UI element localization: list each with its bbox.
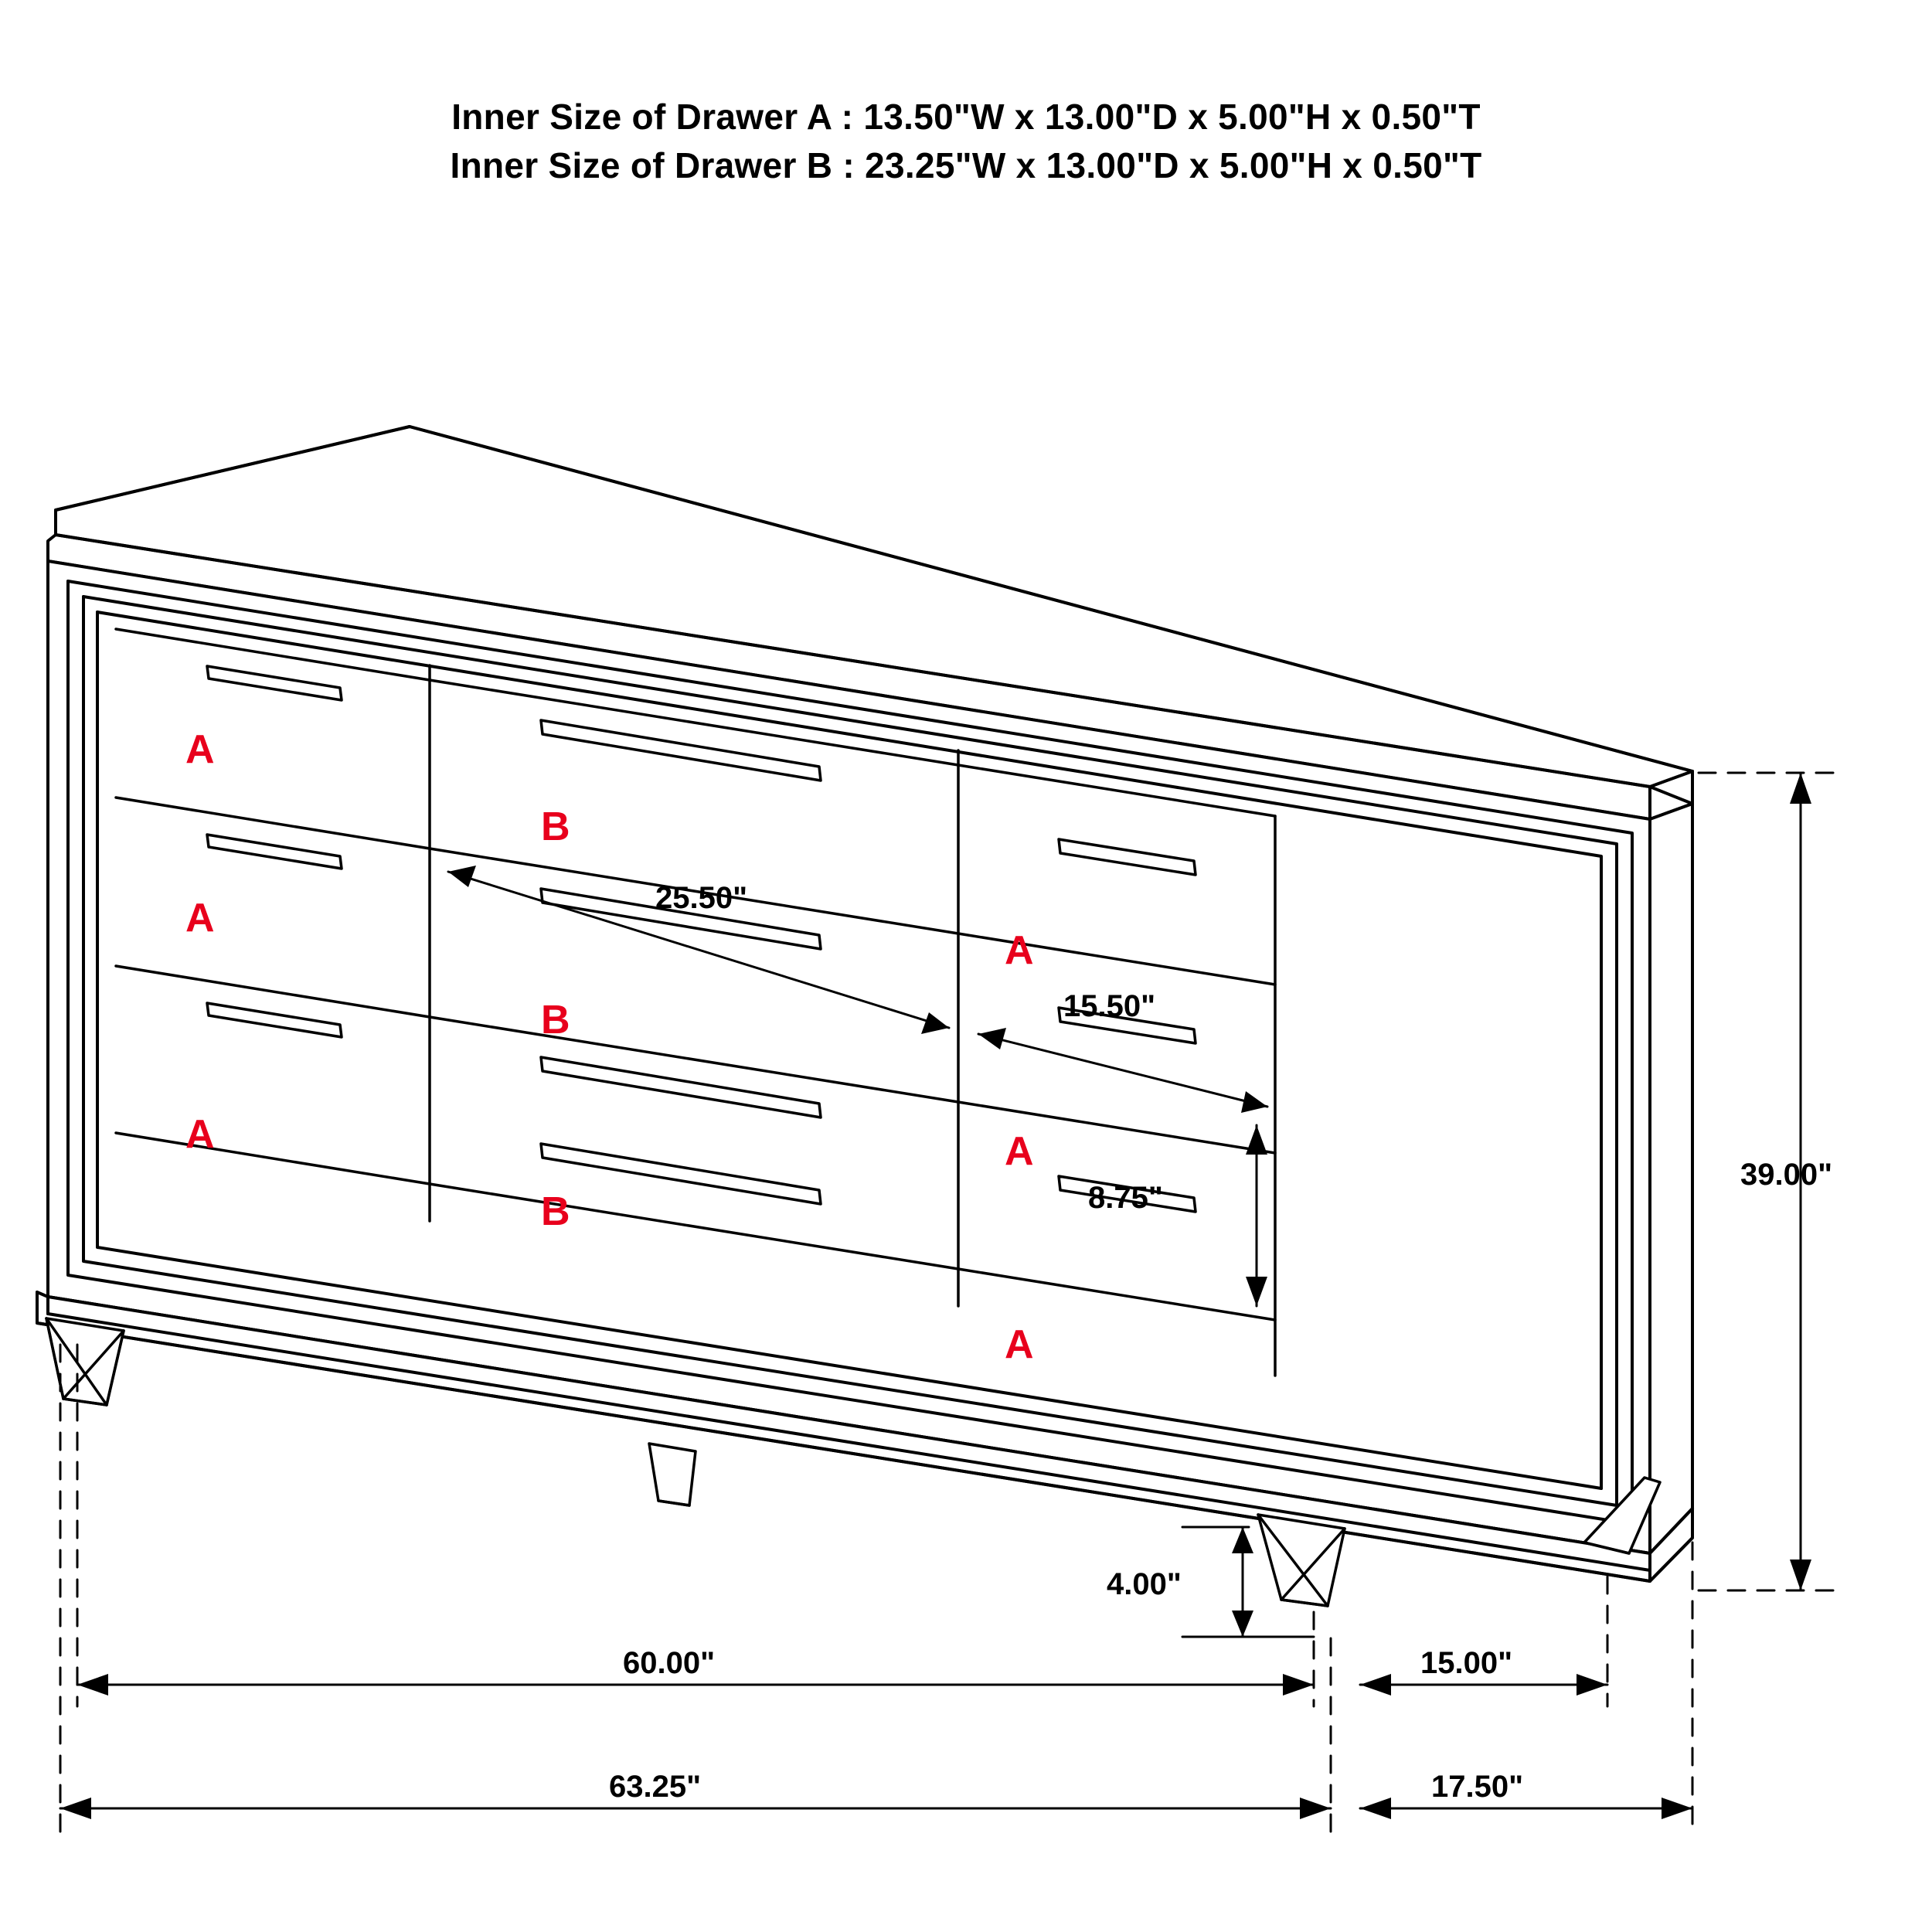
drawer-label-a-left-top: A — [185, 727, 215, 772]
drawer-label-a-left-mid: A — [185, 896, 215, 940]
drawer-label-a-left-bottom: A — [185, 1112, 215, 1157]
dim-label-overall-depth: 17.50" — [1431, 1770, 1524, 1804]
dim-label-leg-height: 4.00" — [1107, 1567, 1182, 1601]
dim-label-drawer-b-width: 25.50" — [655, 881, 748, 915]
dim-label-overall-width: 63.25" — [609, 1770, 702, 1804]
dim-label-drawer-a-width: 15.50" — [1063, 989, 1156, 1023]
dim-label-side-depth: 15.00" — [1420, 1646, 1513, 1680]
drawer-a-spec: Inner Size of Drawer A : 13.50"W x 13.00"D x 5.00"H x 0.50"T — [451, 97, 1481, 137]
dim-label-total-height: 39.00" — [1740, 1158, 1833, 1192]
dim-label-drawer-height: 8.75" — [1088, 1181, 1163, 1215]
drawer-label-a-right-top: A — [1005, 928, 1034, 973]
drawer-label-b-center-top: B — [541, 804, 570, 849]
drawer-label-a-right-mid: A — [1005, 1129, 1034, 1174]
drawer-label-b-center-bottom: B — [541, 1189, 570, 1234]
dresser-right-side-panel — [1650, 804, 1692, 1553]
dim-label-front-width: 60.00" — [623, 1646, 716, 1680]
drawer-b-spec: Inner Size of Drawer B : 23.25"W x 13.00"D x 5.00"H x 0.50"T — [450, 145, 1482, 186]
drawer-label-b-center-mid: B — [541, 998, 570, 1043]
drawer-label-a-right-bottom: A — [1005, 1322, 1034, 1367]
